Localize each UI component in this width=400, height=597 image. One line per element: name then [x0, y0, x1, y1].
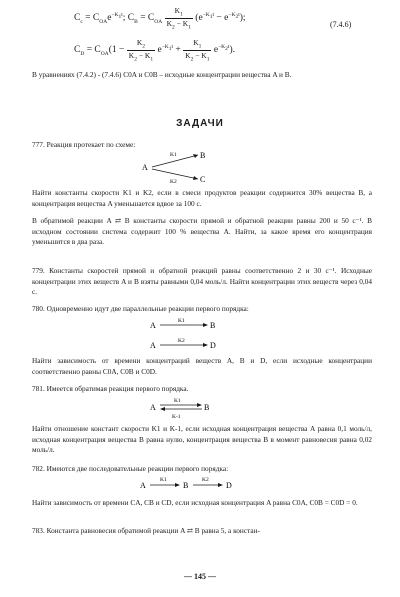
scheme-782-d: D: [226, 481, 232, 490]
page-number: — 145 —: [184, 572, 216, 581]
scheme-777-a: A: [142, 163, 148, 172]
problem-780-question: Найти зависимость от времени концентраций веществ A, B и D, если исходные концентрации соответственно равны C0A, C0B и C0D.: [32, 356, 372, 376]
formula-lhs-cd: C: [74, 45, 81, 56]
problem-781-text: 781. Имеется обратимая реакция первого порядка.: [32, 384, 189, 393]
scheme-781-k1: K1: [174, 398, 181, 404]
problem-782-text: 782. Имеются две последовательные реакции первого порядка:: [32, 464, 229, 473]
scheme-781: [150, 394, 230, 420]
scheme-782-k2: K2: [202, 477, 209, 483]
problem-782-question: Найти зависимость от времени CA, CB и CD, если исходная концентрация A равна C0A, C0B = C0D = 0.: [32, 498, 358, 507]
scheme-777-k2: K2: [170, 179, 177, 184]
scheme-777-b: B: [200, 151, 206, 160]
scheme-780-d: D: [210, 341, 216, 350]
scheme-780: [150, 314, 230, 354]
scheme-782-k1: K1: [160, 477, 167, 483]
intro-note: В уравнениях (7.4.2) - (7.4.6) C0A и C0B – исходные концентрации вещества A и B.: [32, 70, 292, 79]
svg-text:C: C: [200, 175, 206, 184]
scheme-780-k1: K1: [178, 318, 185, 324]
problem-777-question: Найти константы скорости K1 и K2, если в смеси продуктов реакции содержится 30% вещества B, а концентрация вещества A уменьшается вдвое за 100 с.: [32, 188, 372, 208]
scheme-780-a2: A: [150, 341, 156, 350]
scheme-781-b: B: [204, 403, 210, 412]
problem-778-text: В обратимой реакции A ⇄ B константы скорости прямой и обратной реакции равны 200 и 50 с⁻¹. В исходном состоянии система содержит 100 % вещества A. Найти, за какое время его концентрация уменьшится в два раза.: [32, 216, 372, 247]
problem-779-text: 779. Константы скоростей прямой и обратной реакций равны соответственно 2 и 30 с⁻¹. Исходные концентрации этих веществ A и B взяты равными 0,04 моль/л. Найти концентрации этих веществ через 0,04 с.: [32, 266, 372, 297]
scheme-782-a: A: [140, 481, 146, 490]
formula-cc: $C_c = C_{OA}e^{-K_1t}$; $C_B = C_{OA}$ $\frac{K_1}{K_2 - K_1}$ $(e^{-K_1t} - e^{-K_2t})$;: [74, 6, 246, 30]
formula-lhs-c: C: [74, 13, 81, 24]
scheme-781-k-1: K-1: [172, 414, 181, 420]
problem-780-text: 780. Одновременно идут две параллельные реакции первого порядка:: [32, 304, 249, 313]
scheme-781-a: A: [150, 403, 156, 412]
problem-781-question: Найти отношение констант скорости K1 и K-1, если исходная концентрация вещества A равна 0,1 моль/л, исходная концентрация вещества B равна нулю, концентрация вещества B в момент равновесия равна 0,02 моль/л.: [32, 424, 372, 455]
section-title: ЗАДАЧИ: [176, 118, 224, 129]
scheme-780-k2: K2: [178, 338, 185, 344]
arrow-a-c: [152, 169, 198, 179]
problem-777-text: 777. Реакция протекает по схеме:: [32, 140, 136, 149]
scheme-777: [140, 148, 230, 184]
equation-number: (7.4.6): [330, 20, 352, 29]
scheme-782-b: B: [183, 481, 189, 490]
formula-cd: $C_D = C_{OA}(1$ − $\frac{K_2}{K_2 - K_1}$ $e^{-K_1t}$ + $\frac{K_1}{K_2 - K_1}$ $e^{-K_2t}$).: [74, 38, 235, 62]
scheme-777-k1: K1: [170, 152, 177, 158]
problem-783-text: 783. Константа равновесия обратимой реакции A ⇄ B равна 5, а констан-: [32, 526, 260, 535]
scheme-782: [140, 474, 250, 494]
scheme-780-a1: A: [150, 321, 156, 330]
scheme-780-b: B: [210, 321, 216, 330]
